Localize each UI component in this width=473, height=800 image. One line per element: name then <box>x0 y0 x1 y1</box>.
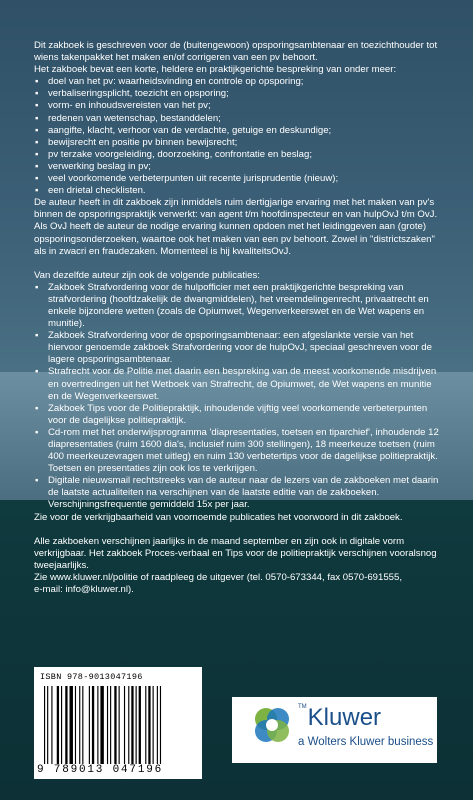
publisher-name-text: Kluwer <box>307 704 382 731</box>
barcode-bar <box>92 686 94 764</box>
topic-item: ▪ een drietal checklisten. <box>34 185 444 197</box>
barcode-bar <box>131 686 133 764</box>
back-cover-text <box>34 40 444 596</box>
topic-item: ▪ pv terzake voorgeleiding, doorzoeking, confrontatie en beslag; <box>34 149 444 161</box>
barcode-bar <box>153 686 154 764</box>
barcode-bar <box>110 686 111 764</box>
publication-item: ▪ Cd-rom met het onderwijsprogramma 'diapresentaties, toetsen en tiparchief', inhoudende 12 diapresentaties (ruim 1600 dia's, inclusief ruim 300 stellingen), 18 meerkeuze toetsen (ruim 400 meerkeuzevragen met uitleg) en ruim 130 verbetertips voor de dagelijkse politiepraktijk. Toetsen en presentaties zijn ook los te verkrijgen. <box>34 427 444 475</box>
barcode-bar <box>79 686 80 764</box>
barcode-digits: 9 789013 047196 <box>37 764 164 776</box>
intro-lead: Het zakboek bevat een korte, heldere en praktijkgerichte bespreking van onder meer: <box>34 64 397 76</box>
barcode-bar <box>51 686 52 764</box>
intro-paragraph: Dit zakboek is geschreven voor de (buitengewoon) opsporingsambtenaar en toezichthouder tot wiens takenpakket het maken en/of corrigeren van een pv behoort. <box>34 40 438 64</box>
topic-item: ▪ vorm- en inhoudsvereisten van het pv; <box>34 100 444 112</box>
publication-item: ▪ Digitale nieuwsmail rechtstreeks van de auteur naar de lezers van de zakboeken met daarin de laatste actualiteiten na verschijnen van de laatste editie van de zakboeken. Verschijningsfrequentie gemiddeld 15x per jaar. <box>34 475 444 511</box>
barcode-bar <box>160 686 161 764</box>
barcode-bar <box>89 686 90 764</box>
contact-line: e-mail: info@kluwer.nl). <box>34 584 134 596</box>
publisher-tm: TM <box>298 704 307 710</box>
publication-item: ▪ Zakboek Tips voor de Politiepraktijk, inhoudende vijftig veel voorkomende verbeterpunten voor de dagelijkse politiepraktijk. <box>34 403 444 427</box>
topic-item: ▪ verwerking beslag in pv; <box>34 161 444 173</box>
barcode-bar <box>148 686 150 764</box>
barcode-bar <box>145 686 146 764</box>
contact-line: Zie www.kluwer.nl/politie of raadpleeg de uitgever (tel. 0570-673344, fax 0570-691555, <box>34 571 402 583</box>
publication-item: ▪ Strafrecht voor de Politie met daarin een bespreking van de meest voorkomende misdrijven en overtredingen uit het Wetboek van Strafrecht, de Opiumwet, de Wet wapens en munitie en de Wegenverkeerswet. <box>34 366 444 402</box>
barcode-bar <box>107 686 108 764</box>
isbn-label: ISBN 978-9013047196 <box>40 672 143 682</box>
publisher-tagline: a Wolters Kluwer business <box>298 736 434 748</box>
barcode-bar <box>139 686 141 764</box>
publications-note: Zie voor de verkrijgbaarheid van voornoemde publicaties het voorwoord in dit zakboek. <box>34 511 403 523</box>
barcode-bar <box>136 686 137 764</box>
availability-paragraph: Alle zakboeken verschijnen jaarlijks in de maand september en zijn ook in digitale vorm verkrijgbaar. Het zakboek Proces-verbaal en Tips voor de politiepraktijk verschijnen vooralsnog tweejaarlijks. <box>34 535 437 571</box>
kluwer-logo-icon <box>252 705 292 745</box>
publisher-name <box>298 704 381 732</box>
spacer <box>34 524 444 536</box>
author-paragraph: De auteur heeft in dit zakboek zijn inmiddels ruim dertigjarige ervaring met het maken van pv's binnen de opsporingspraktijk verwerkt: van agent t/m hoofdinspecteur en van hulpOvJ t/m OvJ. Als OvJ heeft de auteur de nodige ervaring kunnen opdoen met het leidinggeven aan (grote) opsporingsonderzoeken, waartoe ook het maken van een pv behoort. Zowel in "districtszaken" als in zwacri en fraudezaken. Momenteel is hij kwaliteitsOvJ. <box>34 197 438 257</box>
topic-list <box>34 76 444 197</box>
spacer <box>34 258 444 270</box>
publication-item: ▪ Zakboek Strafvordering voor de opsporingsambtenaar: een afgeslankte versie van het hiervoor genoemde zakboek Strafvordering voor de hulpOvJ, speciaal geschreven voor de lagere opsporingsambtenaar. <box>34 330 444 366</box>
publication-list <box>34 282 444 512</box>
barcode-bar <box>47 686 48 764</box>
barcode-panel <box>34 667 202 779</box>
barcode-bar <box>100 686 103 764</box>
barcode-bar <box>128 686 129 764</box>
barcode-bar <box>61 686 62 764</box>
barcode-bar <box>57 686 59 764</box>
barcode-bar <box>97 686 98 764</box>
barcode-icon <box>44 686 194 764</box>
publications-heading: Van dezelfde auteur zijn ook de volgende publicaties: <box>34 269 260 281</box>
barcode-bar <box>82 686 83 764</box>
barcode-bar <box>70 686 73 764</box>
barcode-bar <box>114 686 116 764</box>
publication-item: ▪ Zakboek Strafvordering voor de hulpofficier met een praktijkgerichte bespreking van strafvordering (hoofdzakelijk de dwangmiddelen), het vreemdelingenrecht, privaatrecht en enkele bijzondere wetten (zoals de Opiumwet, Wegenverkeerswet en de Wet wapens en munitie). <box>34 282 444 330</box>
barcode-bar <box>65 686 67 764</box>
topic-item: ▪ doel van het pv: waarheidsvinding en controle op opsporing; <box>34 76 444 88</box>
barcode-bar <box>119 686 120 764</box>
barcode-bar <box>44 686 45 764</box>
topic-item: ▪ veel voorkomende verbeterpunten uit recente jurisprudentie (nieuw); <box>34 173 444 185</box>
topic-item: ▪ aangifte, klacht, verhoor van de verdachte, getuige en deskundige; <box>34 125 444 137</box>
topic-item: ▪ redenen van wetenschap, bestanddelen; <box>34 113 444 125</box>
barcode-bar <box>157 686 158 764</box>
barcode-bar <box>75 686 76 764</box>
barcode-bar <box>124 686 125 764</box>
topic-item: ▪ verbaliseringsplicht, toezicht en opsporing; <box>34 88 444 100</box>
publisher-logo-panel <box>232 697 437 763</box>
topic-item: ▪ bewijsrecht en positie pv binnen bewijsrecht; <box>34 137 444 149</box>
